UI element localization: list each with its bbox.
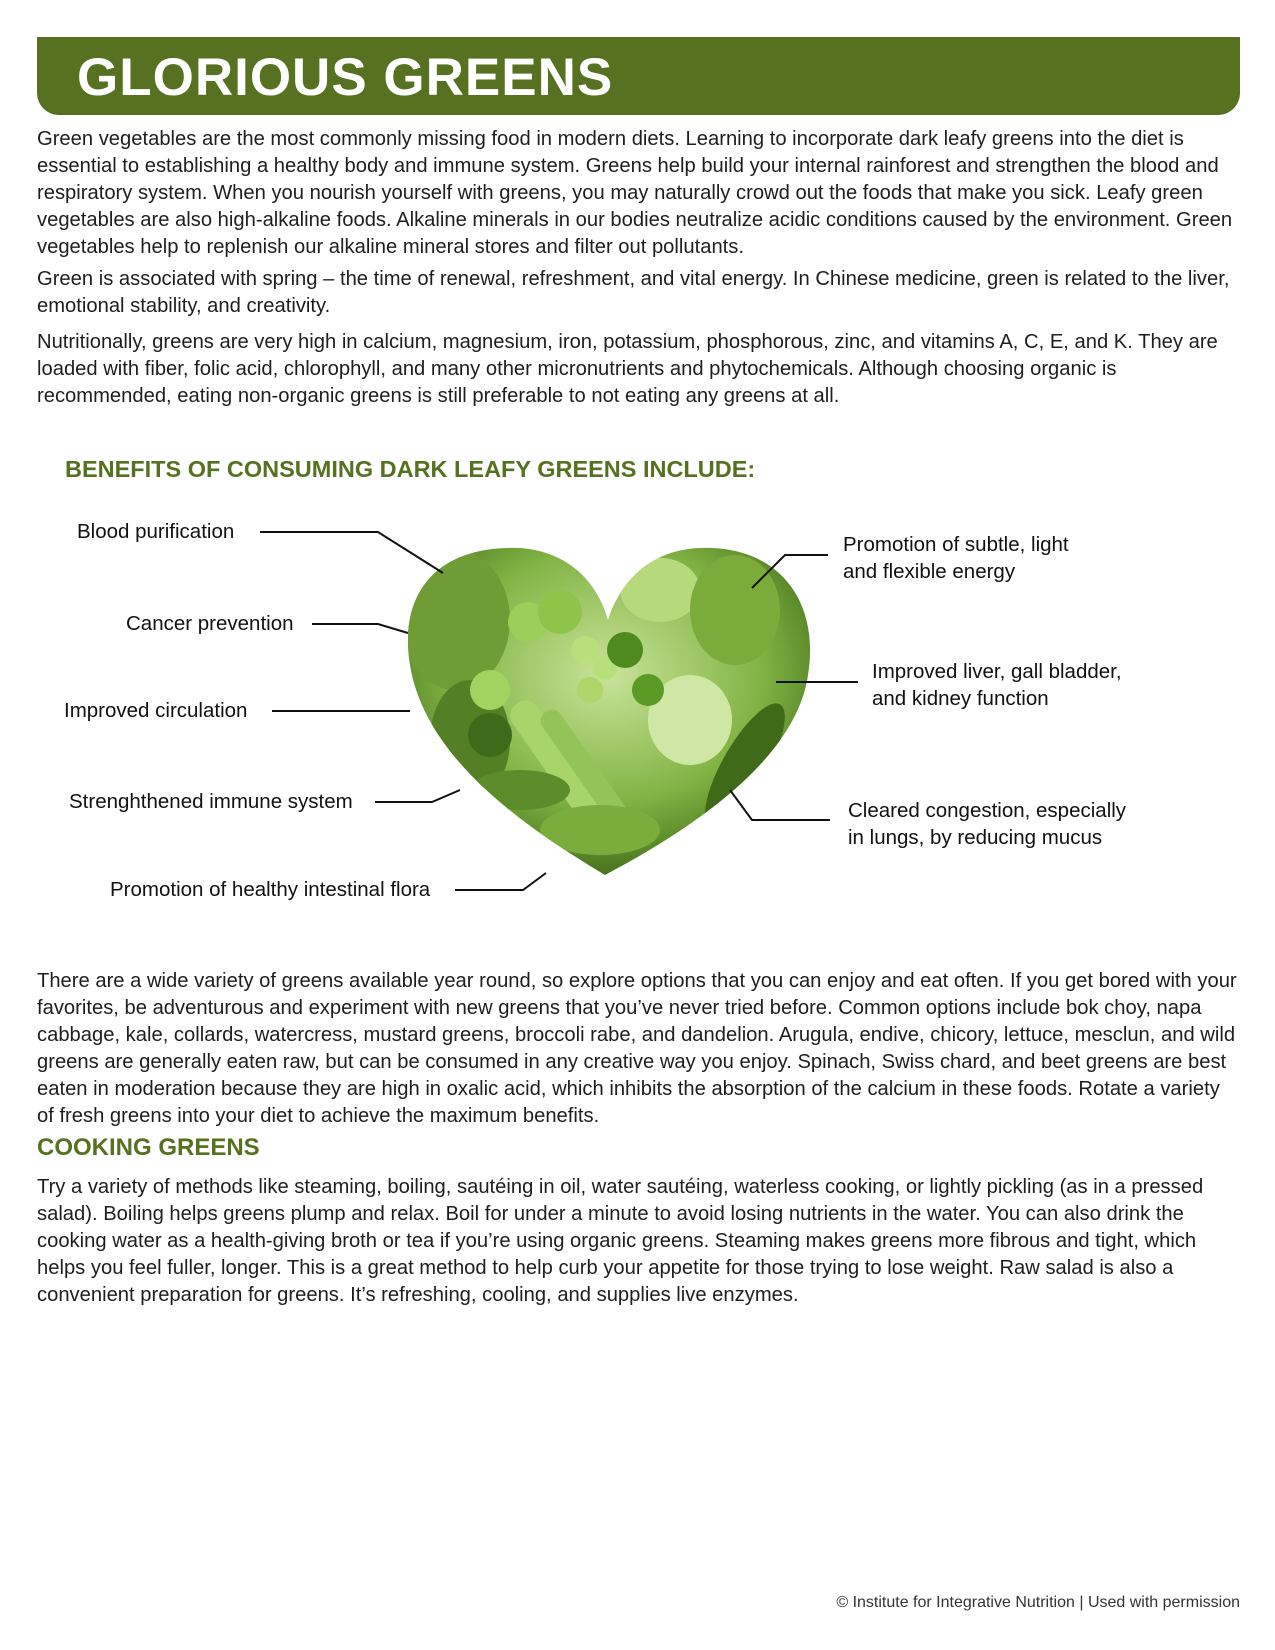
leader-line-intestinal-flora	[455, 873, 546, 890]
leader-line-immune-system	[375, 790, 460, 802]
intro-paragraph-3: Nutritionally, greens are very high in calcium, magnesium, iron, potassium, phosphorous, zinc, and vitamins A, C, E, and K. They are loaded with fiber, folic acid, chlorophyll, and many other micronutrients and phytochemicals. Although choosing organic is recommended, eating non-organic greens is still preferable to not eating any greens at all.	[37, 331, 1218, 407]
benefits-heading: BENEFITS OF CONSUMING DARK LEAFY GREENS INCLUDE:	[65, 456, 756, 482]
benefit-subtle-energy-line-1: Promotion of subtle, light	[843, 533, 1069, 556]
benefit-liver-function-line-2: and kidney function	[872, 687, 1049, 710]
benefit-improved-circulation: Improved circulation	[64, 699, 248, 722]
leader-line-cleared-congestion	[730, 790, 830, 820]
variety-paragraph: There are a wide variety of greens available year round, so explore options that you can enjoy and eat often. If you get bored with your favorites, be adventurous and experiment with new greens that you’ve never tried before. Common options include bok choy, napa cabbage, kale, collards, watercress, mustard greens, broccoli rabe, and dandelion. Arugula, endive, chicory, lettuce, mesclun, and wild greens are generally eaten raw, but can be consumed in any creative way you enjoy. Spinach, Swiss chard, and beet greens are best eaten in moderation because they are high in oxalic acid, which inhibits the absorption of the calcium in these foods. Rotate a variety of fresh greens into your diet to achieve the maximum benefits.	[37, 970, 1237, 1127]
benefit-cleared-congestion	[848, 797, 1126, 851]
benefit-cleared-congestion-line-2: in lungs, by reducing mucus	[848, 826, 1103, 849]
benefit-cancer-prevention: Cancer prevention	[126, 612, 294, 635]
benefit-liver-function-line-1: Improved liver, gall bladder,	[872, 660, 1122, 683]
benefit-subtle-energy	[843, 531, 1069, 585]
benefit-immune-system: Strenghthened immune system	[69, 790, 353, 813]
cooking-paragraph: Try a variety of methods like steaming, boiling, sautéing in oil, water sautéing, waterless cooking, or lightly pickling (as in a pressed salad). Boiling helps greens plump and relax. Boil for under a minute to avoid losing nutrients in the water. You can also drink the cooking water as a health-giving broth or tea if you’re using organic greens. Steaming makes greens more fibrous and tight, which helps you feel fuller, longer. This is a great method to help curb your appetite for those trying to lose weight. Raw salad is also a convenient preparation for greens. It’s refreshing, cooling, and supplies live enzymes.	[37, 1176, 1204, 1306]
cooking-heading: COOKING GREENS	[37, 1134, 260, 1161]
leader-line-blood-purification	[260, 532, 443, 573]
intro-paragraph-1: Green vegetables are the most commonly missing food in modern diets. Learning to incorporate dark leafy greens into the diet is essential to establishing a healthy body and immune system. Greens help build your internal rainforest and strengthen the blood and respiratory system. When you nourish yourself with greens, you may naturally crowd out the foods that make you sick. Leafy green vegetables are also high-alkaline foods. Alkaline minerals in our bodies neutralize acidic conditions caused by the environment. Green vegetables help to replenish our alkaline mineral stores and filter out pollutants.	[37, 128, 1233, 258]
benefit-blood-purification: Blood purification	[77, 520, 235, 543]
benefit-cleared-congestion-line-1: Cleared congestion, especially	[848, 799, 1127, 822]
heart-vegetables	[395, 535, 820, 885]
benefit-intestinal-flora: Promotion of healthy intestinal flora	[110, 878, 431, 901]
benefit-liver-function	[872, 658, 1122, 712]
page-title: GLORIOUS GREENS	[77, 48, 614, 107]
copyright-footer: © Institute for Integrative Nutrition | Used with permission	[836, 1594, 1240, 1611]
benefit-subtle-energy-line-2: and flexible energy	[843, 560, 1016, 583]
leader-line-cancer-prevention	[312, 624, 408, 633]
intro-paragraph-2: Green is associated with spring – the time of renewal, refreshment, and vital energy. In Chinese medicine, green is related to the liver, emotional stability, and creativity.	[37, 268, 1230, 317]
